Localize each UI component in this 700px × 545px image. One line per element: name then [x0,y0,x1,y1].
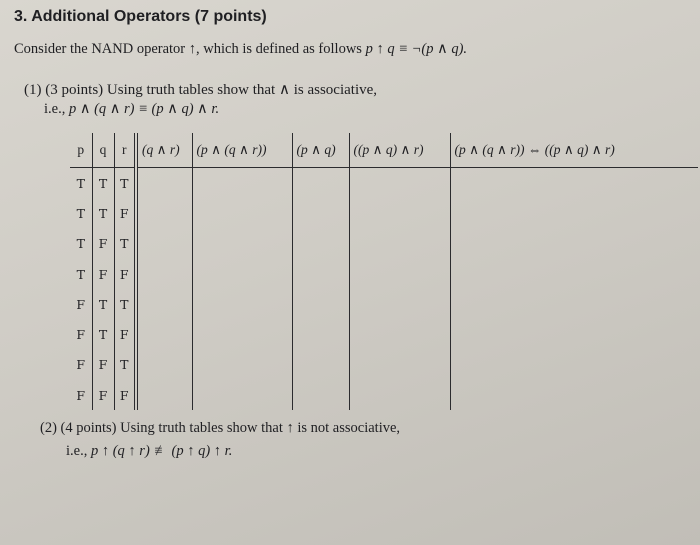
cell-p: T [76,175,85,191]
answer-cell[interactable] [292,319,349,349]
cell-q: T [92,319,114,349]
answer-cell[interactable] [192,198,292,228]
answer-cell[interactable] [136,168,192,199]
cell-q: T [92,168,114,199]
cell-p: T [76,266,85,282]
part2-formula: p ↑ (q ↑ r) ≢ (p ↑ q) ↑ r. [90,443,233,459]
cell-p: F [76,327,86,343]
table-row [70,168,698,199]
intro-text: Consider the NAND operator ↑, which is defined as follows [14,41,362,57]
answer-cell[interactable] [292,350,349,380]
answer-cell[interactable] [292,259,349,289]
table-row [70,229,698,259]
question-heading: 3. Additional Operators (7 points) [14,8,267,25]
answer-cell[interactable] [192,350,292,380]
table-row [70,198,698,228]
column-header-equivalence: (p ∧ (q ∧ r)) ⇔ ((p ∧ q) ∧ r) [450,133,698,168]
truth-table-header [70,133,698,168]
nand-definition: p ↑ q ≡ ¬(p ∧ q). [365,41,468,57]
part1-ie: i.e., [44,101,66,117]
answer-cell[interactable] [192,289,292,319]
part1-equivalence [44,101,219,118]
cell-p: F [76,387,86,403]
cell-p: F [76,296,86,312]
answer-cell[interactable] [292,289,349,319]
truth-table [70,133,698,410]
answer-cell[interactable] [349,259,450,289]
column-header-p-and-q-then-r: ((p ∧ q) ∧ r) [349,133,450,168]
column-header-q-and-r: (q ∧ r) [136,133,192,168]
table-row [70,350,698,380]
answer-cell[interactable] [192,229,292,259]
part2-prompt: (2) (4 points) Using truth tables show that ↑ is not associative, [40,420,401,436]
answer-cell[interactable] [450,259,698,289]
answer-cell[interactable] [292,380,349,410]
column-header-p-and-q-and-r: (p ∧ (q ∧ r)) [192,133,292,168]
intro-sentence [14,41,467,58]
part2-non-equivalence [66,443,232,460]
column-header-p-and-q: (p ∧ q) [292,133,349,168]
column-header-p: p [70,133,92,168]
answer-cell[interactable] [136,350,192,380]
answer-cell[interactable] [450,380,698,410]
cell-r: F [114,259,136,289]
table-row [70,259,698,289]
answer-cell[interactable] [192,380,292,410]
answer-cell[interactable] [450,289,698,319]
answer-cell[interactable] [450,198,698,228]
answer-cell[interactable] [292,229,349,259]
cell-q: F [92,229,114,259]
answer-cell[interactable] [349,289,450,319]
cell-r: T [114,168,136,199]
answer-cell[interactable] [292,168,349,199]
cell-p: T [76,205,85,221]
answer-cell[interactable] [450,168,698,199]
answer-cell[interactable] [136,319,192,349]
answer-cell[interactable] [136,198,192,228]
answer-cell[interactable] [450,319,698,349]
answer-cell[interactable] [349,229,450,259]
cell-q: F [92,380,114,410]
table-row [70,380,698,410]
cell-q: F [92,259,114,289]
cell-r: F [114,198,136,228]
answer-cell[interactable] [192,168,292,199]
answer-cell[interactable] [136,289,192,319]
cell-q: F [92,350,114,380]
cell-r: T [114,229,136,259]
column-header-q: q [92,133,114,168]
cell-r: F [114,319,136,349]
column-header-r: r [114,133,136,168]
answer-cell[interactable] [349,168,450,199]
cell-p: F [76,357,86,373]
cell-q: T [92,198,114,228]
answer-cell[interactable] [349,198,450,228]
answer-cell[interactable] [136,259,192,289]
cell-r: T [114,350,136,380]
table-row [70,289,698,319]
cell-r: T [114,289,136,319]
answer-cell[interactable] [349,319,450,349]
answer-cell[interactable] [349,350,450,380]
answer-cell[interactable] [136,380,192,410]
part1-prompt: (1) (3 points) Using truth tables show that ∧ is associative, [24,82,378,98]
answer-cell[interactable] [192,259,292,289]
cell-q: T [92,289,114,319]
answer-cell[interactable] [192,319,292,349]
answer-cell[interactable] [136,229,192,259]
cell-p: T [76,236,85,252]
answer-cell[interactable] [349,380,450,410]
part2-ie: i.e., [66,443,88,459]
answer-cell[interactable] [450,229,698,259]
cell-r: F [114,380,136,410]
part1-formula: p ∧ (q ∧ r) ≡ (p ∧ q) ∧ r. [68,101,220,117]
answer-cell[interactable] [450,350,698,380]
answer-cell[interactable] [292,198,349,228]
table-row [70,319,698,349]
